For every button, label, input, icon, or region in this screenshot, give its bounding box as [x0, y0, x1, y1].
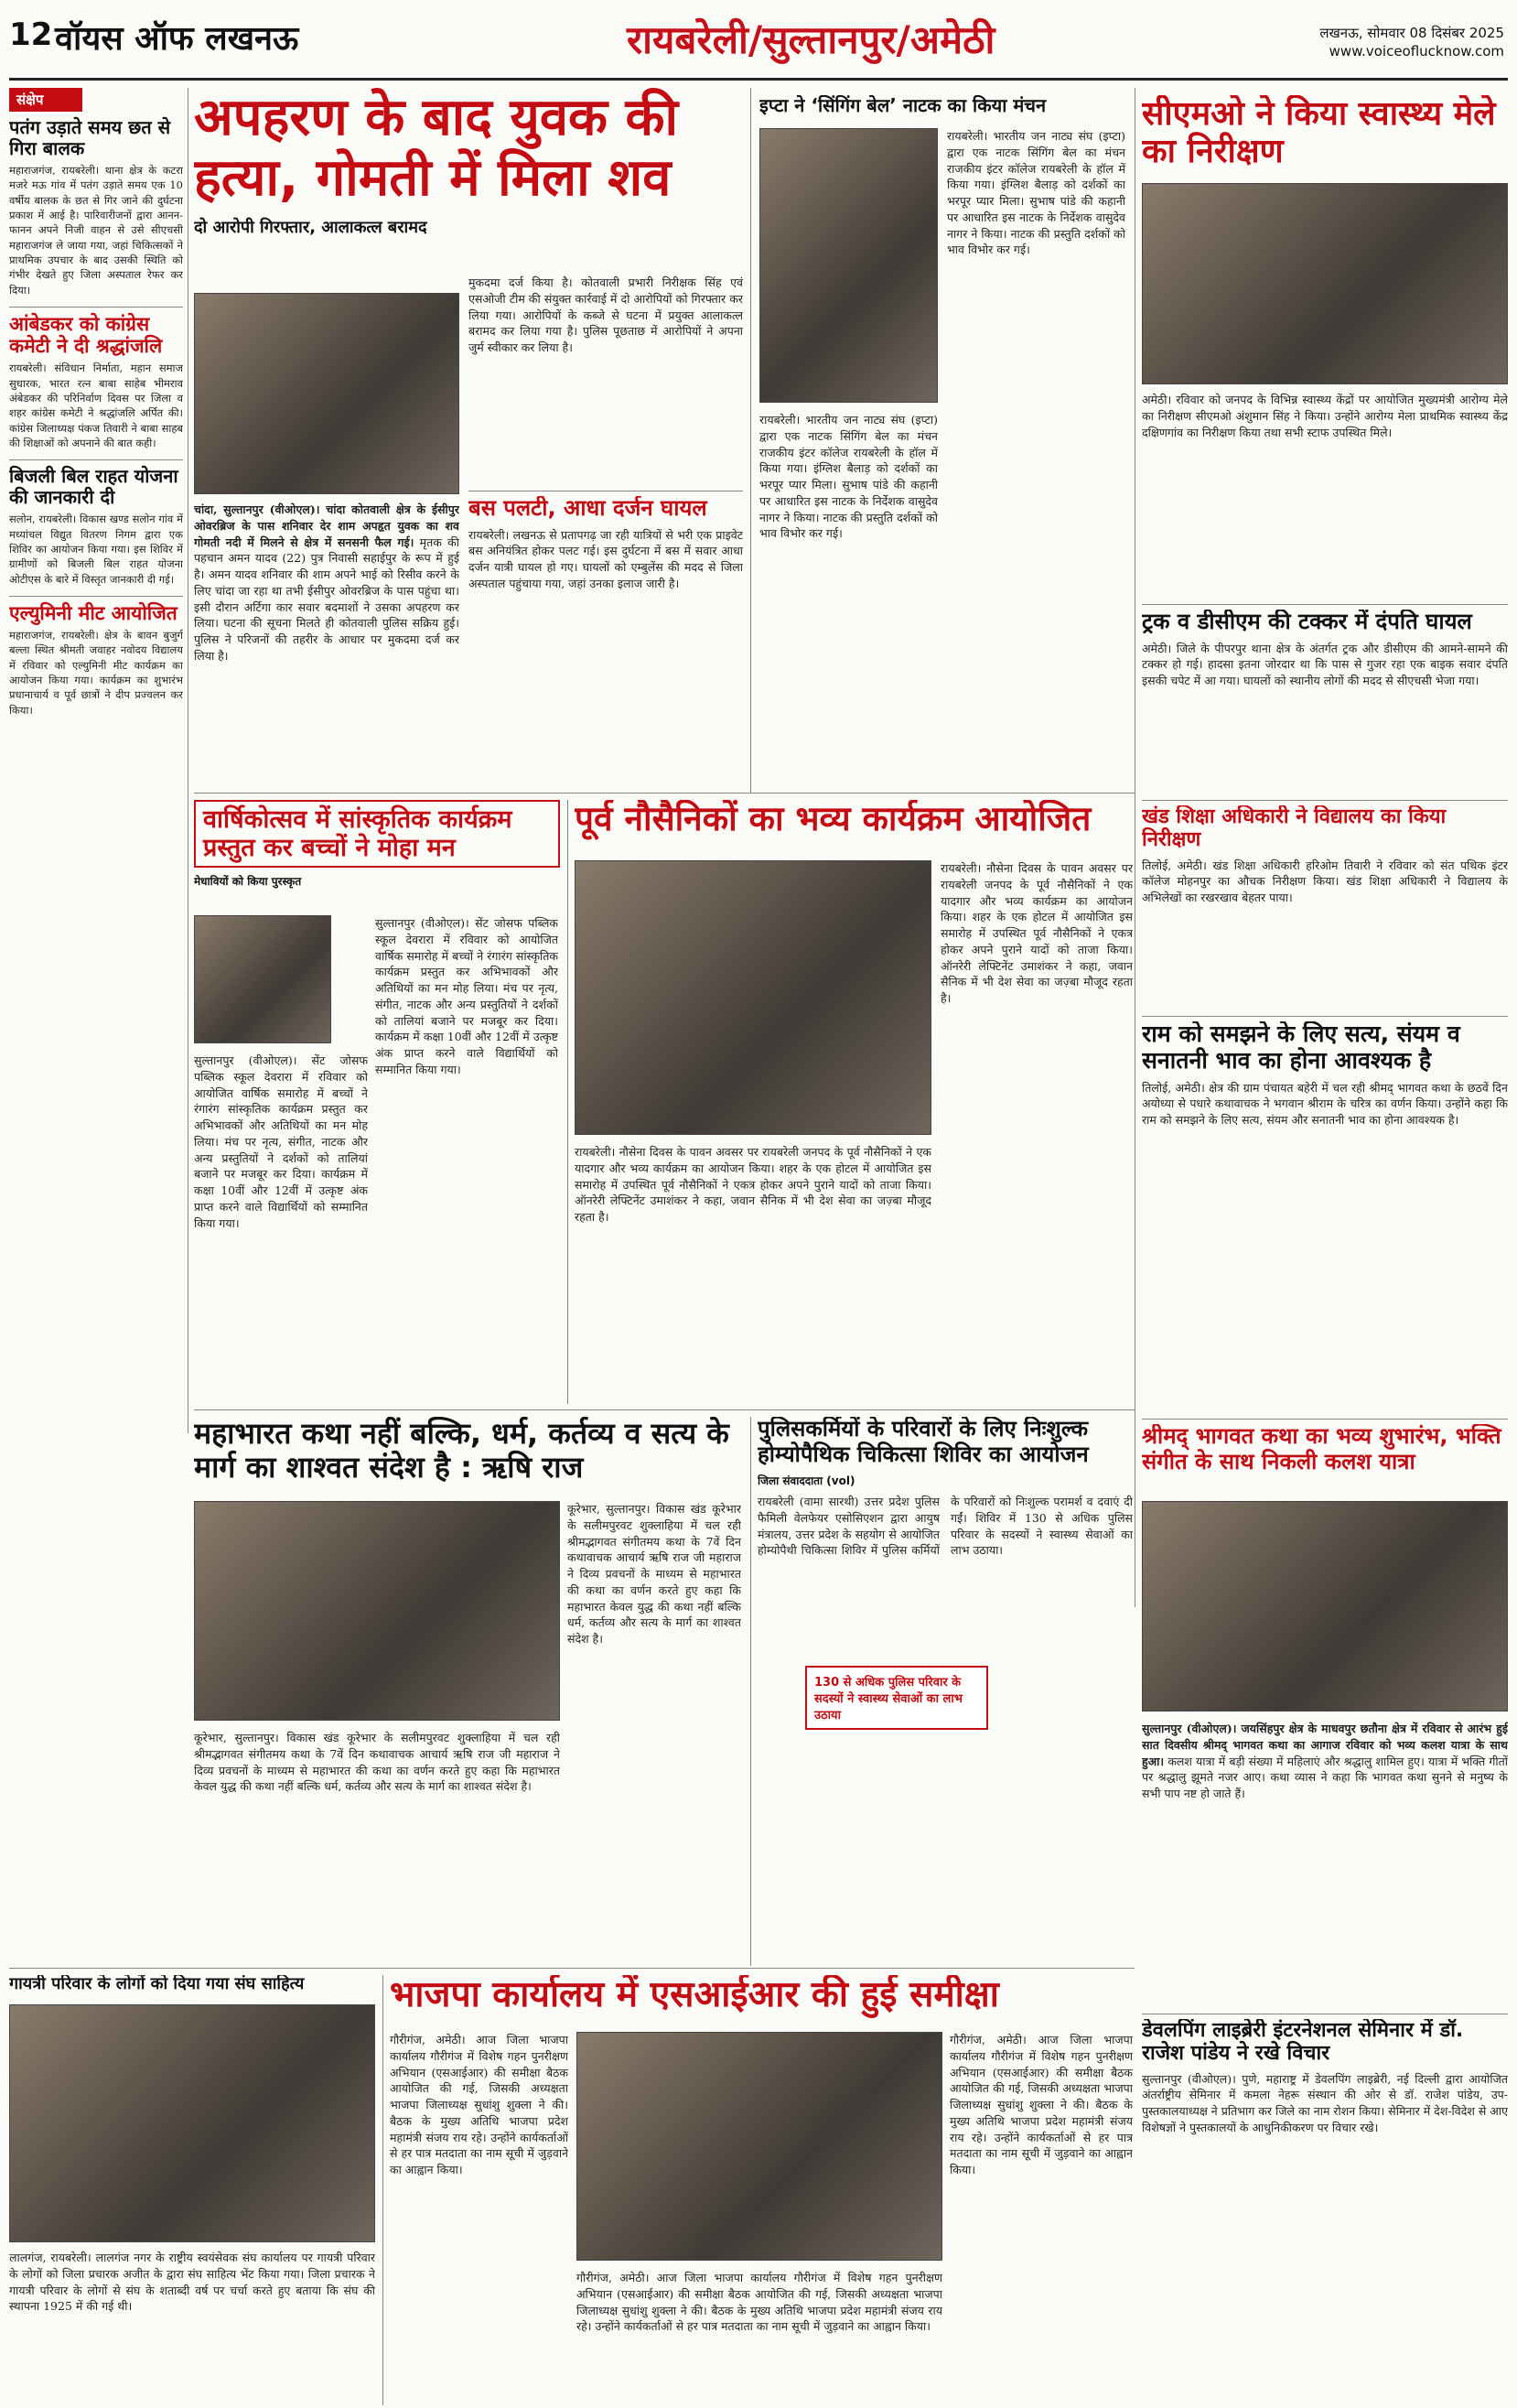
lead-body-1: मृतक की पहचान अमन यादव (22) पुत्र निवासी सहाईपुर के रूप में हुई है। अमन यादव शनिवार की शाम अपने भाई को रिसीव करने के लिए चांदा जा रहा था तभी ईसीपुर ओवरब्रिज के पास पहुंचा था। इसी दौरान अर्टिगा कार सवार बदमाशों ने उसका अपहरण कर लिया। घटना की सूचना मिलते ही कोतवाली पुलिस सक्रिय हुई। पुलिस ने परिजनों की तहरीर के आधार पर मुकदमा दर्ज कर लिया है।	[194, 535, 459, 663]
story-divider	[1142, 800, 1508, 801]
brief-headline: पतंग उड़ाते समय छत से गिरा बालक	[9, 116, 171, 159]
police-body: रायबरेली (वामा सारथी) उत्तर प्रदेश पुलिस फैमिली वेलफेयर एसोसिएशन द्वारा आयुष मंत्रालय, उत्तर प्रदेश के सहयोग से आयोजित होम्योपैथी चिकित्सा शिविर में पुलिस कर्मियों के परिवारों को निःशुल्क परामर्श व दवाएं दी गईं। शिविर में 130 से अधिक पुलिस परिवार के सदस्यों ने स्वास्थ्य सेवाओं का लाभ उठाया।	[758, 1495, 1133, 1558]
bjp-body-cont2: गौरीगंज, अमेठी। आज जिला भाजपा कार्यालय गौरीगंज में विशेष गहन पुनरीक्षण अभियान (एसआईआर) की समीक्षा बैठक आयोजित की गई, जिसकी अध्यक्षता भाजपा जिलाध्यक्ष सुधांशु शुक्ला ने की। बैठक के मुख्य अतिथि भाजपा प्रदेश महामंत्री संजय राय रहे। उन्होंने कार्यकर्ताओं से हर पात्र मतदाता का नाम सूची में जुड़वाने का आह्वान किया।	[950, 2033, 1133, 2176]
varshik-kicker: मेधावियों को किया पुरस्कृत	[194, 875, 302, 889]
edition-date: लखनऊ, सोमवार 08 दिसंबर 2025	[1319, 25, 1504, 41]
cmo-headline[interactable]: सीएमओ ने किया स्वास्थ्य मेले का निरीक्षण	[1142, 95, 1496, 171]
seminar-body: सुल्तानपुर (वीओएल)। पुणे, महाराष्ट्र में डेवलपिंग लाइब्रेरी, नई दिल्ली द्वारा आयोजित अंतर्राष्ट्रीय सेमिनार में कमला नेहरू संस्थान की ओर से डॉ. राजेश पांडेय, उप-पुस्तकालयाध्यक्ष ने प्रतिभाग कर जिले का नाम रोशन किया। सेमिनार में देश-विदेश से आए विशेषज्ञों ने पुस्तकालयों के आधुनिकीकरण पर विचार रखे।	[1142, 2071, 1508, 2134]
lead-caption: चांदा, सुल्तानपुर (वीओएल)। चांदा कोतवाली क्षेत्र के ईसीपुर ओवरब्रिज के पास शनिवार देर शाम अपहृत युवक का शव गोमती नदी में मिलने से क्षेत्र में सनसनी फैल गई।	[194, 502, 459, 549]
navy-body: रायबरेली। नौसेना दिवस के पावन अवसर पर रायबरेली जनपद के पूर्व नौसैनिकों ने एक यादगार और भव्य कार्यक्रम का आयोजन किया। शहर के एक होटल में आयोजित इस समारोह में उपस्थित पूर्व नौसैनिकों ने एकत्र होकर अपने पुराने यादों को ताजा किया। ऑनरेरी लेफ्टिनेंट उमाशंकर ने कहा, जवान सैनिक में भी देश सेवा का जज़्बा मौजूद रहता है।	[575, 1145, 931, 1224]
lead-subhead: दो आरोपी गिरफ्तार, आलाकत्ल बरामद	[194, 218, 427, 238]
truck-body: अमेठी। जिले के पीपरपुर थाना क्षेत्र के अंतर्गत ट्रक और डीसीएम की आमने-सामने की टक्कर हो गई। हादसा इतना जोरदार था कि पास से गुजर रहा एक बाइक सवार दंपति इसकी चपेट में आ गया। घायलों को स्थानीय लोगों की मदद से सीएचसी भेजा गया।	[1142, 641, 1508, 688]
khand-body: तिलोई, अमेठी। खंड शिक्षा अधिकारी हरिओम तिवारी ने रविवार को संत पथिक इंटर कॉलेज मोहनपुर का औचक निरीक्षण किया। खंड शिक्षा अधिकारी ने विद्यालय के अभिलेखों का रखरखाव बेहतर पाया।	[1142, 858, 1508, 905]
column-divider	[567, 800, 568, 1404]
bjp-body: गौरीगंज, अमेठी। आज जिला भाजपा कार्यालय गौरीगंज में विशेष गहन पुनरीक्षण अभियान (एसआईआर) की समीक्षा बैठक आयोजित की गई, जिसकी अध्यक्षता भाजपा जिलाध्यक्ष सुधांशु शुक्ला ने की। बैठक के मुख्य अतिथि भाजपा प्रदेश महामंत्री संजय राय रहे। उन्होंने कार्यकर्ताओं से हर पात्र मतदाता का नाम सूची में जुड़वाने का आह्वान किया।	[390, 2033, 568, 2176]
lead-body-right: मुकदमा दर्ज किया है। कोतवाली प्रभारी निरीक्षक सिंह एवं एसओजी टीम की संयुक्त कार्रवाई में दो आरोपियों को गिरफ्तार कर लिया गया। आरोपियों के कब्जे से घटना में प्रयुक्त आलाकत्ल बरामद कर लिया गया है। पुलिस पूछताछ में आरोपियों ने अपना जुर्म स्वीकार कर लिया है।	[468, 275, 743, 354]
mahabharat-body-cont: कूरेभार, सुल्तानपुर। विकास खंड कूरेभार के सलीमपुरवट शुक्लाहिया में चल रही श्रीमद्भागवत संगीतमय कथा के 7वें दिन कथावाचक आचार्य ऋषि राज जी महाराज ने दिव्य प्रवचनों के माध्यम से महाभारत की कथा का वर्णन करते हुए कहा कि महाभारत केवल युद्ध की कथा नहीं बल्कि धर्म, कर्तव्य और सत्य के मार्ग का शाश्वत संदेश है।	[567, 1502, 741, 1646]
column-divider	[382, 1975, 383, 2405]
bhagwat-headline[interactable]: श्रीमद् भागवत कथा का भव्य शुभारंभ, भक्ति संगीत के साथ निकली कलश यात्रा	[1142, 1424, 1501, 1474]
website-link[interactable]: www.voiceoflucknow.com	[1329, 43, 1504, 60]
gayatri-headline[interactable]: गायत्री परिवार के लोगों को दिया गया संघ साहित्य	[9, 1975, 305, 1993]
khand-headline[interactable]: खंड शिक्षा अधिकारी ने विद्यालय का किया निरीक्षण	[1142, 805, 1447, 852]
brief-item	[9, 117, 183, 297]
brief-body: महाराजगंज, रायबरेली। थाना क्षेत्र के कटरा मजरे मऊ गांव में पतंग उड़ाते समय एक 10 वर्षीय बालक के छत से गिर जाने की दुर्घटना प्रकाश में आई है। पारिवारीजनों द्वारा आनन-फानन अपने निजी वाहन से उसे सीएचसी महाराजगंज ले जाया गया, जहां चिकित्सकों ने प्राथमिक उपचार के बाद उसकी स्थिति को गंभीर देखते हुए जिला अस्पताल रेफर कर दिया।	[9, 164, 183, 297]
bjp-body-cont: गौरीगंज, अमेठी। आज जिला भाजपा कार्यालय गौरीगंज में विशेष गहन पुनरीक्षण अभियान (एसआईआर) की समीक्षा बैठक आयोजित की गई, जिसकी अध्यक्षता भाजपा जिलाध्यक्ष सुधांशु शुक्ला ने की। बैठक के मुख्य अतिथि भाजपा प्रदेश महामंत्री संजय राय रहे। उन्होंने कार्यकर्ताओं से हर पात्र मतदाता का नाम सूची में जुड़वाने का आह्वान किया।	[576, 2271, 942, 2334]
mahabharat-body: कूरेभार, सुल्तानपुर। विकास खंड कूरेभार के सलीमपुरवट शुक्लाहिया में चल रही श्रीमद्भागवत संगीतमय कथा के 7वें दिन कथावाचक आचार्य ऋषि राज जी महाराज ने दिव्य प्रवचनों के माध्यम से महाभारत की कथा का वर्णन करते हुए कहा कि महाभारत केवल युद्ध की कथा नहीं बल्कि धर्म, कर्तव्य और सत्य के मार्ग का शाश्वत संदेश है।	[194, 1731, 560, 1794]
varshik-body-cont: सुल्तानपुर (वीओएल)। सेंट जोसफ पब्लिक स्कूल देवरारा में रविवार को आयोजित वार्षिक समारोह में बच्चों ने रंगारंग सांस्कृतिक कार्यक्रम प्रस्तुत कर अभिभावकों और अतिथियों का मन मोह लिया। मंच पर नृत्य, संगीत, नाटक और अन्य प्रस्तुतियों ने दर्शकों को तालियां बजाने पर मजबूर कर दिया। कार्यक्रम में कक्षा 10वीं और 12वीं में उत्कृष्ट अंक प्राप्त करने वाले विद्यार्थियों को सम्मानित किया गया।	[375, 916, 558, 1076]
newspaper-title: वॉयस ऑफ लखनऊ	[55, 20, 299, 58]
khand-story	[1142, 805, 1508, 1011]
brief-body: रायबरेली। संविधान निर्माता, महान समाज सुधारक, भारत रत्न बाबा साहेब भीमराव अंबेडकर की परिनिर्वाण दिवस पर जिला व शहर कांग्रेस कमेटी ने श्रद्धांजलि अर्पित की। कांग्रेस जिलाध्यक्ष पंकज तिवारी ने बाबा साहब की शिक्षाओं को अपनाने की बात कही।	[9, 362, 183, 449]
sankshep-label: संक्षेप	[9, 88, 82, 112]
bus-headline[interactable]: बस पलटी, आधा दर्जन घायल	[468, 496, 707, 521]
ipta-photo	[759, 128, 938, 403]
section-divider	[194, 793, 1135, 794]
lead-body-left	[194, 502, 459, 785]
police-inset: 130 से अधिक पुलिस परिवार के सदस्यों ने स्वास्थ्य सेवाओं का लाभ उठाया	[805, 1666, 988, 1730]
ipta-headline[interactable]: इप्टा ने ‘सिंगिंग बेल’ नाटक का किया मंचन	[759, 95, 1047, 116]
brief-headline: एल्युमिनी मीट आयोजित	[9, 601, 178, 624]
brief-item	[9, 307, 183, 450]
brief-headline: बिजली बिल राहत योजना की जानकारी दी	[9, 465, 178, 509]
bhagwat-text	[1142, 1721, 1508, 1995]
brief-headline: आंबेडकर को कांग्रेस कमेटी ने दी श्रद्धांजलि	[9, 312, 163, 358]
lead-photo	[194, 293, 459, 494]
bus-body: रायबरेली। लखनऊ से प्रतापगढ़ जा रही यात्रियों से भरी एक प्राइवेट बस अनियंत्रित होकर पलट गई। इस दुर्घटना में बस में सवार आधा दर्जन यात्री घायल हो गए। घायलों को एम्बुलेंस की मदद से जिला अस्पताल पहुंचाया गया, जहां उनका इलाज जारी है।	[468, 527, 743, 590]
masthead	[9, 7, 1508, 81]
varshik-body: सुल्तानपुर (वीओएल)। सेंट जोसफ पब्लिक स्कूल देवरारा में रविवार को आयोजित वार्षिक समारोह में बच्चों ने रंगारंग सांस्कृतिक कार्यक्रम प्रस्तुत कर अभिभावकों और अतिथियों का मन मोह लिया। मंच पर नृत्य, संगीत, नाटक और अन्य प्रस्तुतियों ने दर्शकों को तालियां बजाने पर मजबूर कर दिया। कार्यक्रम में कक्षा 10वीं और 12वीं में उत्कृष्ट अंक प्राप्त करने वाले विद्यार्थियों को सम्मानित किया गया।	[194, 1053, 368, 1230]
gayatri-body: लालगंज, रायबरेली। लालगंज नगर के राष्ट्रीय स्वयंसेवक संघ कार्यालय पर गायत्री परिवार के लोगों को जिला प्रचारक अजीत के द्वारा संघ साहित्य भेंट किया गया। जिला प्रचारक ने गायत्री परिवार के लोगों से संघ के शताब्दी वर्ष पर चर्चा करते हुए बताया कि संघ की स्थापना 1925 में की गई थी।	[9, 2251, 375, 2314]
sankshep-column	[9, 88, 183, 1433]
lead-headline[interactable]: अपहरण के बाद युवक की हत्या, गोमती में मिला शव	[194, 88, 679, 209]
section-divider	[194, 1409, 1135, 1410]
varshik-photo	[194, 915, 331, 1043]
bhagwat-body: कलश यात्रा में बड़ी संख्या में महिलाएं और श्रद्धालु शामिल हुए। यात्रा में भक्ति गीतों पर श्रद्धालु झूमते नजर आए। कथा व्यास ने कहा कि भागवत कथा सुनने से मनुष्य के सभी पाप नष्ट हो जाते हैं।	[1142, 1754, 1508, 1800]
navy-photo	[575, 860, 931, 1135]
cmo-photo	[1142, 183, 1508, 384]
section-title: रायबरेली/सुल्तानपुर/अमेठी	[627, 17, 995, 62]
brief-item	[9, 459, 183, 587]
police-headline[interactable]: पुलिसकर्मियों के परिवारों के लिए निःशुल्क होम्योपैथिक चिकित्सा शिविर का आयोजन	[758, 1417, 1089, 1467]
mahabharat-headline[interactable]: महाभारत कथा नहीं बल्कि, धर्म, कर्तव्य व सत्य के मार्ग का शाश्वत संदेश है : ऋषि राज	[194, 1417, 729, 1485]
bjp-headline[interactable]: भाजपा कार्यालय में एसआईआर की हुई समीक्षा	[390, 1975, 999, 2015]
column-divider	[750, 88, 751, 793]
bhagwat-photo	[1142, 1501, 1508, 1712]
seminar-headline[interactable]: डेवलपिंग लाइब्रेरी इंटरनेशनल सेमिनार में डॉ. राजेश पांडेय ने रखे विचार	[1142, 2019, 1464, 2066]
brief-body: सलोन, रायबरेली। विकास खण्ड सलोन गांव में मध्यांचल विद्युत वितरण निगम द्वारा एक शिविर का आयोजन किया गया। इस शिविर में ग्रामीणों को बिजली बिल राहत योजना ओटीएस के बारे में विस्तृत जानकारी दी गई।	[9, 513, 183, 586]
seminar-story	[1142, 2019, 1508, 2403]
bjp-photo	[576, 2032, 942, 2261]
section-divider	[9, 1968, 1135, 1969]
varshik-headline[interactable]: वार्षिकोत्सव में सांस्कृतिक कार्यक्रम प्रस्तुत कर बच्चों ने मोहा मन	[194, 800, 560, 868]
ram-headline[interactable]: राम को समझने के लिए सत्य, संयम व सनातनी भाव का होना आवश्यक है	[1142, 1021, 1460, 1074]
story-divider	[1142, 1016, 1508, 1017]
dateline	[1319, 24, 1504, 61]
cmo-body: अमेठी। रविवार को जनपद के विभिन्न स्वास्थ्य केंद्रों पर आयोजित मुख्यमंत्री आरोग्य मेले का निरीक्षण सीएमओ अंशुमान सिंह ने किया। उन्होंने आरोग्य मेला प्राथमिक स्वास्थ्य केंद्र दक्षिणगांव का निरीक्षण किया तथा सभी स्टाफ उपस्थित मिले।	[1142, 393, 1508, 439]
ram-story	[1142, 1021, 1508, 1415]
gayatri-photo	[9, 2004, 375, 2242]
truck-story	[1142, 610, 1508, 793]
ipta-body: रायबरेली। भारतीय जन नाट्य संघ (इप्टा) द्वारा एक नाटक सिंगिंग बेल का मंचन राजकीय इंटर कॉलेज रायबरेली के हॉल में किया गया। इंग्लिश बैलाड़ को दर्शकों का भरपूर प्यार मिला। सुभाष पांडे की कहानी पर आधारित इस नाटक के निर्देशक वासुदेव नागर ने किया। नाटक की प्रस्तुति दर्शकों को भाव विभोर कर गई।	[759, 413, 938, 541]
bus-story	[468, 496, 743, 785]
column-divider	[750, 1417, 751, 1966]
navy-headline[interactable]: पूर्व नौसैनिकों का भव्य कार्यक्रम आयोजित	[575, 800, 1092, 838]
brief-item	[9, 596, 183, 718]
page-number: 12	[9, 16, 53, 53]
ram-body: तिलोई, अमेठी। क्षेत्र की ग्राम पंचायत बहेरी में चल रही श्रीमद् भागवत कथा के छठवें दिन अयोध्या से पधारे कथावाचक ने भगवान श्रीराम के चरित्र का वर्णन किया। उन्होंने कहा कि राम को समझने के लिए सत्य, संयम और सनातनी भाव का होना आवश्यक है।	[1142, 1080, 1508, 1127]
story-divider	[1142, 1419, 1508, 1420]
mahabharat-photo	[194, 1501, 560, 1721]
ipta-body-cont: रायबरेली। भारतीय जन नाट्य संघ (इप्टा) द्वारा एक नाटक सिंगिंग बेल का मंचन राजकीय इंटर कॉलेज रायबरेली के हॉल में किया गया। इंग्लिश बैलाड़ को दर्शकों का भरपूर प्यार मिला। सुभाष पांडे की कहानी पर आधारित इस नाटक के निर्देशक वासुदेव नागर ने किया। नाटक की प्रस्तुति दर्शकों को भाव विभोर कर गई।	[947, 129, 1125, 257]
police-kicker: जिला संवाददाता (vol)	[758, 1474, 855, 1488]
story-divider	[1142, 604, 1508, 605]
bhagwat-caption: सुल्तानपुर (वीओएल)। जयसिंहपुर क्षेत्र के माधवपुर छतौना क्षेत्र में रविवार से आरंभ हुई सात दिवसीय श्रीमद् भागवत कथा का आगाज रविवार को भव्य कलश यात्रा के साथ हुआ।	[1142, 1722, 1508, 1768]
truck-headline[interactable]: ट्रक व डीसीएम की टक्कर में दंपति घायल	[1142, 610, 1472, 634]
brief-body: महाराजगंज, रायबरेली। क्षेत्र के बावन बुजुर्ग बल्ला स्थित श्रीमती जवाहर नवोदय विद्यालय में रविवार को एल्युमिनी मीट कार्यक्रम का आयोजन किया गया। कार्यक्रम का शुभारंभ प्रधानाचार्य व पूर्व छात्रों ने दीप प्रज्वलन कर किया।	[9, 628, 183, 717]
navy-body-cont: रायबरेली। नौसेना दिवस के पावन अवसर पर रायबरेली जनपद के पूर्व नौसैनिकों ने एक यादगार और भव्य कार्यक्रम का आयोजन किया। शहर के एक होटल में आयोजित इस समारोह में उपस्थित पूर्व नौसैनिकों ने एकत्र होकर अपने पुराने यादों को ताजा किया। ऑनरेरी लेफ्टिनेंट उमाशंकर ने कहा, जवान सैनिक में भी देश सेवा का जज़्बा मौजूद रहता है।	[941, 861, 1133, 1005]
